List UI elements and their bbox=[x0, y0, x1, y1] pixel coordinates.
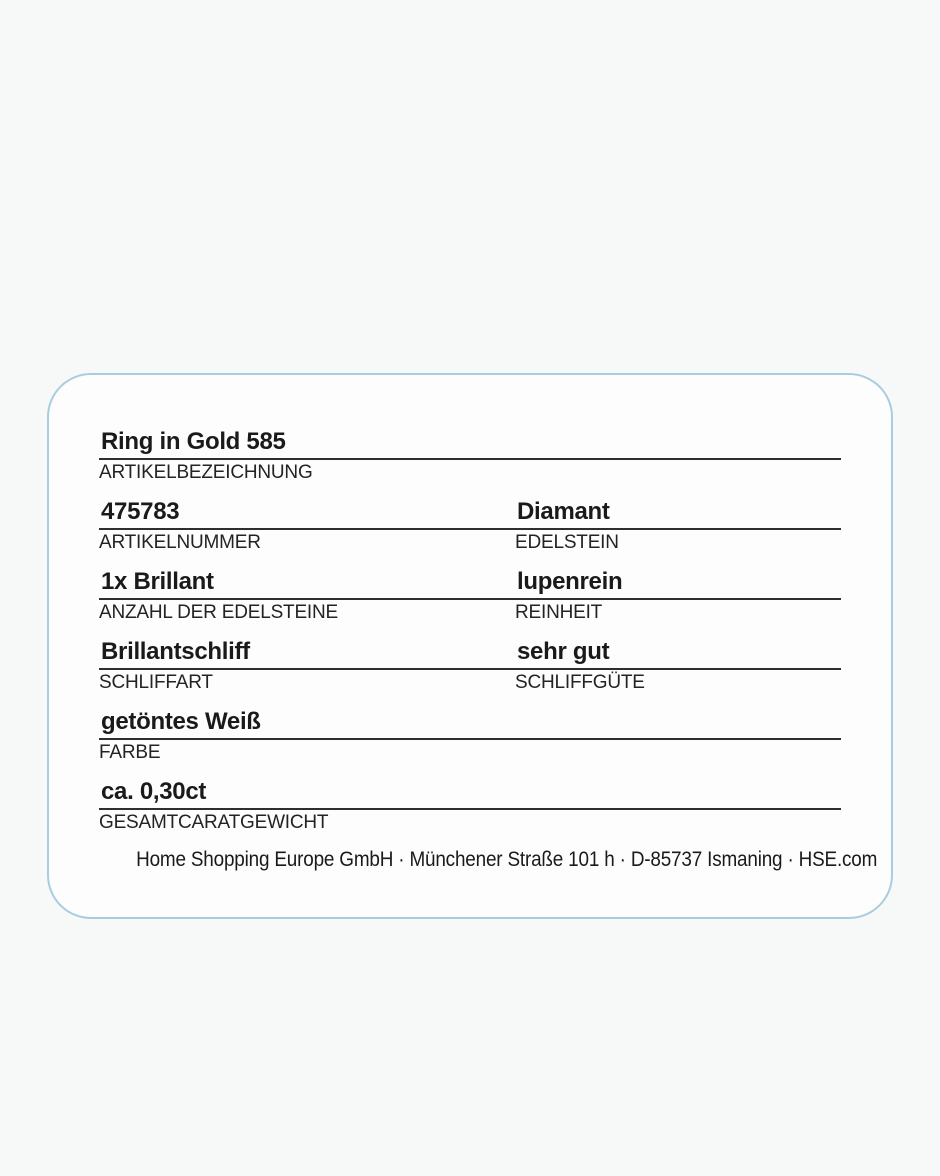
field-value-clarity: lupenrein bbox=[517, 568, 623, 595]
field-label-cut-type: SCHLIFFART bbox=[99, 672, 213, 693]
product-spec-card bbox=[47, 373, 893, 919]
field-value-stone-count: 1x Brillant bbox=[101, 568, 214, 595]
field-value-cut-grade: sehr gut bbox=[517, 638, 610, 665]
field-value-color: getöntes Weiß bbox=[101, 708, 261, 735]
spec-row-carat-weight bbox=[99, 775, 841, 836]
field-value-article-number: 475783 bbox=[101, 498, 180, 525]
spec-row-cut bbox=[99, 635, 841, 696]
field-value-gemstone: Diamant bbox=[517, 498, 610, 525]
field-label-gemstone: EDELSTEIN bbox=[515, 532, 619, 553]
spec-row-color bbox=[99, 705, 841, 766]
field-label-article-number: ARTIKELNUMMER bbox=[99, 532, 261, 553]
field-value-carat-weight: ca. 0,30ct bbox=[101, 778, 207, 805]
field-value-cut-type: Brillantschliff bbox=[101, 638, 250, 665]
manufacturer-address-text: Home Shopping Europe GmbH · Münchener Straße 101 h · D-85737 Ismaning · HSE.com bbox=[136, 848, 878, 871]
field-label-stone-count: ANZAHL DER EDELSTEINE bbox=[99, 602, 338, 623]
spec-row-count-clarity bbox=[99, 565, 841, 626]
field-value-article-name: Ring in Gold 585 bbox=[101, 428, 286, 455]
spec-row-number-gemstone bbox=[99, 495, 841, 556]
spec-row-article-name bbox=[99, 425, 841, 486]
field-label-article-name: ARTIKELBEZEICHNUNG bbox=[99, 462, 313, 483]
field-label-clarity: REINHEIT bbox=[515, 602, 603, 623]
field-label-cut-grade: SCHLIFFGÜTE bbox=[515, 672, 645, 693]
field-label-color: FARBE bbox=[99, 742, 161, 763]
field-label-carat-weight: GESAMTCARATGEWICHT bbox=[99, 812, 329, 833]
